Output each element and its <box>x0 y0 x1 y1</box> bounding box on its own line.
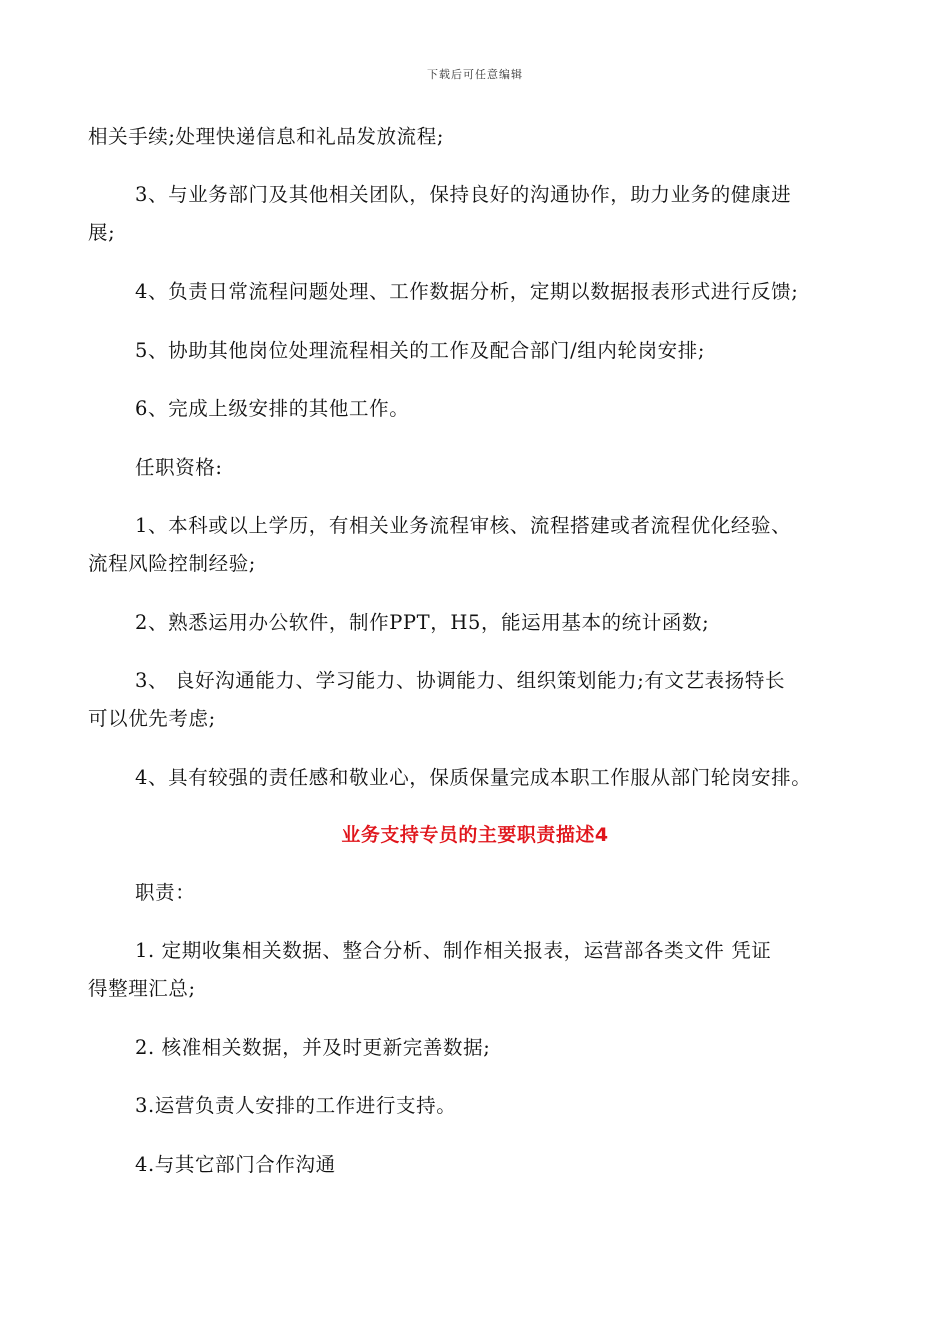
paragraph-line: 3、与业务部门及其他相关团队，保持良好的沟通协作，助力业务的健康进 <box>135 183 792 206</box>
paragraph-line: 1. 定期收集相关数据、整合分析、制作相关报表，运营部各类文件 凭证 <box>135 939 772 962</box>
paragraph-line: 相关手续;处理快递信息和礼品发放流程; <box>88 125 445 148</box>
page-header: 下载后可任意编辑 <box>427 68 523 81</box>
paragraph-line: 展; <box>88 221 116 244</box>
paragraph-line: 3.运营负责人安排的工作进行支持。 <box>135 1094 457 1117</box>
paragraph-line: 1、本科或以上学历，有相关业务流程审核、流程搭建或者流程优化经验、 <box>135 514 792 537</box>
paragraph-line: 4、负责日常流程问题处理、工作数据分析，定期以数据报表形式进行反馈; <box>135 280 799 303</box>
paragraph-line: 任职资格: <box>135 456 223 479</box>
paragraph-line: 流程风险控制经验; <box>88 552 256 575</box>
paragraph-line: 5、协助其他岗位处理流程相关的工作及配合部门/组内轮岗安排; <box>135 339 706 362</box>
paragraph-line: 可以优先考虑; <box>88 707 216 730</box>
paragraph-line: 4.与其它部门合作沟通 <box>135 1153 336 1176</box>
paragraph-line: 6、完成上级安排的其他工作。 <box>135 397 410 420</box>
paragraph-line: 3、 良好沟通能力、学习能力、协调能力、组织策划能力;有文艺表扬特长 <box>135 669 786 692</box>
paragraph-line: 2. 核准相关数据，并及时更新完善数据; <box>135 1036 491 1059</box>
paragraph-line: 4、具有较强的责任感和敬业心，保质保量完成本职工作服从部门轮岗安排。 <box>135 766 812 789</box>
section-heading: 业务支持专员的主要职责描述4 <box>341 824 609 846</box>
paragraph-line: 职责： <box>135 881 196 904</box>
paragraph-line: 2、熟悉运用办公软件，制作PPT，H5，能运用基本的统计函数; <box>135 611 710 634</box>
paragraph-line: 得整理汇总; <box>88 977 196 1000</box>
